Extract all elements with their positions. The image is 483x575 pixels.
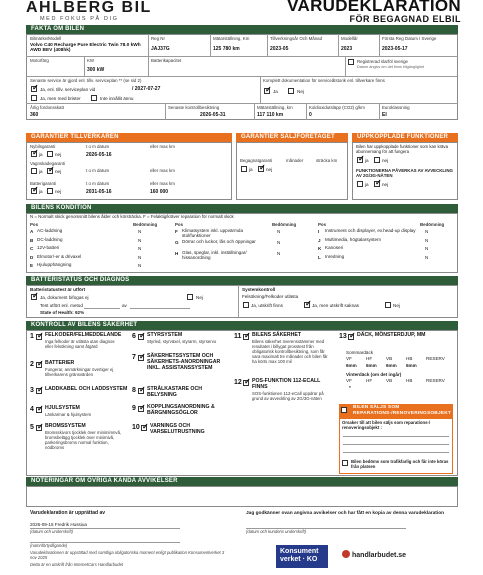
service-unknown-label: Inte innållit ännu bbox=[100, 96, 134, 101]
sys-nej-label: Nej bbox=[393, 303, 400, 308]
tyre-vinter-col-VF: VF bbox=[346, 378, 352, 383]
sys-ja-men-label: Ja, men utskrift saknas bbox=[312, 303, 359, 308]
kontroll-checkbox-11[interactable] bbox=[243, 334, 249, 340]
sign-left-sub2: (namnförtydligande) bbox=[30, 543, 68, 548]
service-yes-label: Ja, enl. tillv. serviceplan vid bbox=[40, 87, 96, 92]
kontroll-checkbox-8[interactable] bbox=[138, 388, 144, 394]
kontroll-checkbox-1[interactable] bbox=[36, 334, 42, 340]
kontroll-num-9: 9 bbox=[132, 405, 136, 412]
value-year-month: 2023-05 bbox=[270, 46, 289, 52]
col1-bed-header: Bedömning bbox=[133, 222, 158, 227]
label-odo: Mätarställning, Km bbox=[213, 36, 250, 41]
col1-pos-header: Pos bbox=[30, 222, 39, 227]
orsaker-line2: renoveringsobjekt : bbox=[342, 425, 382, 430]
nybil-ja-checkbox[interactable] bbox=[31, 151, 37, 157]
kond-val-G: N bbox=[277, 240, 281, 245]
kond-pos-D: D bbox=[30, 254, 34, 260]
kontroll-num-3: 3 bbox=[30, 387, 34, 394]
kond-val-E: N bbox=[138, 263, 142, 268]
badge-line-2: verket · KO bbox=[280, 556, 318, 563]
upp-text: Bilen har uppkopplade funktioner som kan kräva abonnemang för att fungera bbox=[356, 144, 448, 154]
kontroll-num-8: 8 bbox=[132, 387, 136, 394]
kond-pos-I: I bbox=[318, 229, 320, 234]
doc-no-checkbox[interactable] bbox=[288, 88, 294, 94]
label-reg-sensor-sub: Datum angivs om det finns tillgänglighet bbox=[357, 65, 425, 69]
batteri-ja-checkbox[interactable] bbox=[31, 188, 37, 194]
kontroll-desc-4: Länkarmar & hjulsystem bbox=[45, 412, 92, 417]
section-noteringar-bar: NOTERINGAR OM ÖVRIGA KÄNDA AVVIKELSER bbox=[26, 477, 458, 486]
service-date: / 2027-07-27 bbox=[132, 86, 161, 92]
orsaker-line1: Orsaker till att bilen säljs som reparations-/ bbox=[342, 420, 431, 425]
kontroll-checkbox-13[interactable] bbox=[348, 334, 354, 340]
kond-val-F: N bbox=[277, 229, 281, 234]
reparationsobjekt-bar: BILEN SÄLJS SOM REPARATIONS-/RENOVERINGSOBJEKT bbox=[339, 404, 453, 418]
footnote-1: Varudeklarationen är upprättad med samtliga obligatoriska moment enligt publikation Konsumentverket 3 nov 2025 bbox=[30, 550, 225, 560]
value-euro: EI bbox=[382, 112, 387, 118]
batteri-nej-label: nej bbox=[55, 189, 62, 194]
kond-val-H: N bbox=[277, 251, 281, 256]
label-manader: månader bbox=[286, 158, 304, 163]
kontroll-num-5: 5 bbox=[30, 424, 34, 431]
beg-nej-label: nej bbox=[266, 167, 273, 172]
sign-right-sub: (datum och kundens underskrift) bbox=[246, 529, 307, 534]
label-stracka: sträcka km bbox=[316, 158, 338, 163]
kond-val-A: N bbox=[138, 229, 142, 234]
kond-label-L: Inredning bbox=[325, 253, 345, 259]
label-battery: Batterikapacitet bbox=[151, 58, 182, 63]
beg-ja-checkbox[interactable] bbox=[241, 166, 247, 172]
upp-nej-checkbox[interactable] bbox=[374, 157, 380, 163]
label-first-reg: Första Reg Datum I Sverige bbox=[382, 36, 437, 41]
section-kondition-bar: BILENS KONDITION bbox=[26, 204, 458, 213]
doc-no-label: Nej bbox=[297, 89, 304, 94]
footnote-2: Detta är en utskrift från InternetCars Handlarbudet bbox=[30, 562, 124, 567]
tyre-sommar-label: Sommardäck bbox=[346, 350, 374, 355]
kontroll-checkbox-9[interactable] bbox=[138, 406, 144, 412]
label-check-odo: Mätarställning, km bbox=[257, 105, 293, 110]
kond-label-J: Multimedia, högtalarsystem bbox=[325, 236, 381, 242]
value-batteri-km: 160 000 bbox=[150, 189, 169, 195]
value-model-year: 2023 bbox=[341, 46, 353, 52]
section-kontroll-bar: KONTROLL AV BILENS SÄKERHET bbox=[26, 321, 458, 330]
sys-ja-men-checkbox[interactable] bbox=[304, 302, 310, 308]
kond-label-I: Instrument och displayer, ev.head-up display bbox=[325, 228, 416, 233]
kond-pos-C: C bbox=[30, 246, 34, 251]
kontroll-title-12: POS-FUNKTION 112-ECALL FINNS bbox=[252, 378, 321, 390]
kontroll-desc-11: Bilens säkerhet överensstämmer med resultatet i billygat prosstest från obligatorisk kontrollbesiktning, som får vara maximalt tre månader och bilen får ha körts max 100 mil bbox=[252, 339, 328, 364]
value-co2: 0 bbox=[309, 112, 312, 118]
tyre-vinter-label: Vinterdäck (om det ingår) bbox=[346, 372, 402, 377]
section-garanti-saljforetag-bar: GARANTIER SÄLJFÖRETAGET bbox=[236, 133, 348, 142]
kond-label-F: Klimatsystem inkl. uppvärmda stol/funktioner bbox=[182, 228, 244, 238]
document-title bbox=[287, 0, 461, 24]
kond-label-E: Hjulupphängning bbox=[37, 262, 72, 267]
nybil-nej-checkbox[interactable] bbox=[47, 151, 53, 157]
upp-nej-label: nej bbox=[382, 158, 389, 163]
konsumentverket-logo bbox=[276, 545, 328, 568]
reg-sensor-checkbox[interactable] bbox=[348, 59, 354, 65]
label-vagn-max: eller max km bbox=[150, 168, 175, 173]
kontroll-checkbox-7[interactable] bbox=[138, 355, 144, 361]
batteri-av: av bbox=[122, 303, 127, 308]
kontroll-title-7: SÄKERHETSSYSTEM OCH SÄKERHETS-ANORDNINGAR INKL. ASSISTANSSYSTEM bbox=[147, 353, 221, 371]
value-last-check-date: 2026-05-31 bbox=[200, 112, 226, 118]
batteri-ja-dokument-checkbox[interactable] bbox=[31, 294, 37, 300]
label-batteri-garanti: Batterigaranti bbox=[30, 181, 57, 186]
funk-ja-label: ja bbox=[365, 182, 369, 187]
label-reg-sensor: Registrerad slarföl sverige bbox=[357, 59, 409, 64]
logo-tagline: MED FOKUS PÅ DIG bbox=[40, 16, 119, 22]
sign-left-value: 2026-09-15 Fredrik Hussiua bbox=[30, 522, 87, 527]
kond-pos-F: F bbox=[175, 229, 178, 234]
kontroll-num-6: 6 bbox=[132, 333, 136, 340]
kontroll-num-1: 1 bbox=[30, 333, 34, 340]
tyre-sommar-col-VB: VB bbox=[386, 356, 393, 361]
funk-text: FUNKTIONERNA PÅVERKAS AV AVVECKLING AV 2G/3G-NÄTEN bbox=[356, 168, 453, 179]
tyre-vinter-col-HB: HB bbox=[406, 378, 413, 383]
section-garanti-tillverkare-bar: GARANTIER TILLVERKAREN bbox=[26, 133, 232, 142]
kontroll-title-8: STRÅLKASTARE OCH BELYSNING bbox=[147, 386, 202, 398]
noteringar-box[interactable] bbox=[26, 486, 458, 507]
tyre-sommar-col-HF: HF bbox=[366, 356, 373, 361]
kontroll-checkbox-2[interactable] bbox=[36, 362, 42, 368]
value-first-reg: 2023-05-17 bbox=[382, 46, 408, 52]
kond-label-A: AC-laddning bbox=[37, 228, 63, 233]
kond-val-D: N bbox=[138, 254, 142, 260]
label-nybil: Nybilsgaranti bbox=[30, 144, 56, 149]
label-year-month: Tillverkningsår Och Månad bbox=[270, 36, 323, 41]
title-main: VARUDEKLARATION bbox=[287, 0, 461, 15]
kontroll-checkbox-4[interactable] bbox=[36, 407, 42, 413]
tyre-sommar-val-3: 6mm bbox=[406, 363, 417, 368]
vagn-nej-label: nej bbox=[55, 169, 62, 174]
funk-nej-label: nej bbox=[382, 182, 389, 187]
sys-ja-checkbox[interactable] bbox=[243, 302, 249, 308]
label-vagn: Vagnskadegaranti bbox=[30, 161, 66, 166]
label-euro: Euroklassning bbox=[382, 105, 410, 110]
value-nybil-date: 2026-05-16 bbox=[86, 152, 112, 158]
batteri-nej-label-2: Nej bbox=[196, 295, 203, 300]
handlarbudet-text: handlarbudet.se bbox=[352, 552, 407, 559]
kond-pos-K: K bbox=[318, 246, 322, 251]
trafikfarlig-label: Bilen bedöms som trafikfarlig och får inte köras från platsen bbox=[351, 459, 449, 470]
batteri-ja-dokument-label: Ja, dokument bifogas ej bbox=[40, 295, 89, 300]
kond-label-G: Dörrar och luckor, lås och öppningar bbox=[182, 239, 256, 244]
kontroll-title-13: DÄCK, MÖNSTERDJUP, MM bbox=[357, 332, 426, 338]
kontroll-title-5: BROMSSYSTEM bbox=[45, 423, 86, 429]
sign-left-title: Varudeklaration är upprättad av bbox=[30, 510, 106, 516]
vagn-nej-checkbox[interactable] bbox=[47, 168, 53, 174]
kond-pos-B: B bbox=[30, 237, 34, 243]
tyre-sommar-val-2: 6mm bbox=[386, 363, 397, 368]
value-kw: 300 kW bbox=[87, 67, 105, 73]
service-yes-checkbox[interactable] bbox=[31, 86, 37, 92]
sign-right-title: Jag godkänner ovan angivna avvikelser och har fått en kopia av denna varudeklaration bbox=[246, 511, 445, 516]
label-annual-tax: Årlig fordonsskatt bbox=[30, 105, 64, 110]
label-documentation: Komplett dokumentation för serviceåtstorik enl. tillverkare finns bbox=[263, 78, 385, 83]
tyre-sommar-val-1: 6mm bbox=[366, 363, 377, 368]
value-annual-tax: 360 bbox=[30, 112, 39, 118]
section-batteri-bar: BATTERISTATUS OCH DIAGNOS bbox=[26, 276, 458, 285]
kond-val-L: N bbox=[425, 254, 429, 260]
kontroll-num-10: 10 bbox=[132, 424, 140, 431]
sign-left-sub: (datum och underskrift) bbox=[30, 529, 74, 534]
label-kw: KW bbox=[87, 58, 95, 63]
label-batteri-tom: t o m datum bbox=[86, 181, 110, 186]
kontroll-num-13: 13 bbox=[339, 333, 347, 340]
kontroll-num-2: 2 bbox=[30, 361, 34, 368]
col2-pos-header: Pos bbox=[175, 222, 184, 227]
kontroll-num-7: 7 bbox=[132, 354, 136, 361]
label-batteri-max: eller max km bbox=[150, 181, 175, 186]
kond-label-B: DC-laddning bbox=[37, 236, 63, 242]
label-co2: Koldioxidutsläpp (CO2) g/km bbox=[309, 105, 365, 110]
kond-val-C: N bbox=[138, 246, 142, 251]
service-brister-label: Ja, men med brister bbox=[40, 96, 81, 101]
funk-nej-checkbox[interactable] bbox=[374, 181, 380, 187]
tyre-sommar-col-VF: VF bbox=[346, 356, 352, 361]
kontroll-checkbox-3[interactable] bbox=[36, 388, 42, 394]
logo-text: AHLBERG BIL bbox=[26, 0, 152, 16]
value-check-odo: 117 110 km bbox=[257, 112, 284, 118]
brand-logo bbox=[26, 0, 166, 24]
kond-val-J: N bbox=[425, 237, 429, 243]
kontroll-num-12: 12 bbox=[234, 379, 242, 386]
kontroll-title-11: BILENS SÄKERHET bbox=[252, 332, 301, 338]
tyre-sommar-col-RESERV: RESERV bbox=[426, 356, 445, 361]
nybil-nej-label: nej bbox=[55, 152, 62, 157]
label-last-check: Senaste kontrollbesiktning bbox=[168, 105, 220, 110]
value-reg: JAJ37G bbox=[151, 46, 170, 52]
kontroll-desc-5: Bromsskivors tjocklek över minimimnvå, bromsbelägg tjocklek över minimivå, parkeringsbroms normal funktion, nödbroms bbox=[45, 430, 122, 450]
batteri-soh: State of Health: 92% bbox=[40, 310, 85, 315]
label-model: Bilmärke/Modell bbox=[30, 36, 62, 41]
value-odo: 125 780 km bbox=[213, 46, 240, 52]
kontroll-title-3: LADDKABEL OCH LADDSYSTEM bbox=[45, 386, 128, 392]
section-fakta-bar: FAKTA OM BILEN bbox=[26, 25, 458, 34]
upp-ja-label: ja bbox=[365, 158, 369, 163]
sys-nej-checkbox[interactable] bbox=[385, 302, 391, 308]
kontroll-title-9: KOPPLINGSANORDNING & BÄRGNINGSÖGLOR bbox=[147, 404, 215, 416]
kond-pos-G: G bbox=[175, 240, 179, 245]
kontroll-desc-6: Styrled, styrväxel, styrarm, styrservo bbox=[147, 339, 217, 344]
label-nybil-max: eller max km bbox=[150, 144, 175, 149]
label-service: Senaste service är gjord enl. tillv. serviceplan ** (se sid 2) bbox=[30, 78, 142, 83]
label-beg-garanti: Begagnatgaranti bbox=[240, 158, 273, 163]
kontroll-title-6: STYRSYSTEM bbox=[147, 332, 183, 338]
sys-label: Systemkontroll bbox=[242, 287, 276, 292]
trafikfarlig-checkbox[interactable] bbox=[342, 460, 348, 466]
label-model-year: Modellår bbox=[341, 36, 358, 41]
kond-pos-E: E bbox=[30, 263, 34, 268]
funk-ja-checkbox[interactable] bbox=[357, 181, 363, 187]
kond-pos-H: H bbox=[175, 251, 179, 256]
kontroll-checkbox-10[interactable] bbox=[141, 425, 147, 431]
tyre-vinter-col-RESERV: RESERV bbox=[426, 378, 445, 383]
kond-val-I: N bbox=[425, 229, 429, 234]
kontroll-num-11: 11 bbox=[234, 333, 242, 340]
section-uppkopplade-bar: UPPKOPPLADE FUNKTIONER bbox=[352, 133, 458, 142]
value-model: Volvo C40 Recharge Pure Electric Twin 78.0 kWh AWD BEV (408hk) bbox=[30, 43, 141, 54]
handlarbudet-icon bbox=[342, 550, 350, 558]
kontroll-title-4: HJULSYSTEM bbox=[45, 405, 80, 411]
kond-val-B: N bbox=[138, 237, 142, 243]
kond-val-K: N bbox=[425, 246, 429, 251]
beg-nej-checkbox[interactable] bbox=[258, 166, 264, 172]
batteri-nej-checkbox[interactable] bbox=[47, 188, 53, 194]
kond-pos-A: A bbox=[30, 229, 34, 234]
tyre-sommar-col-HB: HB bbox=[406, 356, 413, 361]
sys-ja-label: Ja, utskrift finns bbox=[251, 303, 283, 308]
beg-ja-label: ja bbox=[249, 167, 253, 172]
kontroll-desc-12: SOS-funktionen 112-eCall uppdrar på grund av avveckling av 2G/3G-näten bbox=[252, 391, 324, 401]
col2-bed-header: Bedömning bbox=[272, 222, 297, 227]
label-motor: Motorfärg bbox=[30, 58, 49, 63]
batteri-nej-checkbox-2[interactable] bbox=[187, 294, 193, 300]
kontroll-title-2: BATTERIER bbox=[45, 360, 75, 366]
service-unknown-checkbox[interactable] bbox=[91, 95, 97, 101]
badge-line-1: Konsument bbox=[280, 548, 319, 555]
vagn-ja-checkbox[interactable] bbox=[31, 168, 37, 174]
kontroll-checkbox-5[interactable] bbox=[36, 425, 42, 431]
kond-pos-J: J bbox=[318, 237, 321, 243]
kond-label-C: 12V-batteri bbox=[37, 245, 60, 250]
kontroll-title-10: VARNINGS OCH VARSELUTRUSTNING bbox=[150, 423, 205, 435]
kond-label-D: Elmotor/-er & drivaxel bbox=[37, 253, 82, 259]
batteri-metod: Test utfört enl. metod bbox=[40, 303, 83, 308]
upp-ja-checkbox[interactable] bbox=[357, 157, 363, 163]
label-reg: Reg Nr bbox=[151, 36, 165, 41]
label-nybil-tom: t o m datum bbox=[86, 144, 110, 149]
title-sub: FÖR BEGAGNAD ELBIL bbox=[349, 14, 461, 24]
kontroll-title-1: FELKODER/FELMEDDELANDE bbox=[45, 332, 122, 338]
kontroll-num-4: 4 bbox=[30, 406, 34, 413]
tyre-vinter-col-HF: HF bbox=[366, 378, 373, 383]
kond-pos-L: L bbox=[318, 254, 321, 260]
vagn-ja-label: ja bbox=[39, 169, 43, 174]
kond-label-H: Glas, speglar, inkl. inställningar/ hissanordning bbox=[182, 250, 247, 260]
nybil-ja-label: ja bbox=[39, 152, 43, 157]
col3-bed-header: Bedömning bbox=[420, 222, 445, 227]
col3-pos-header: Pos bbox=[318, 222, 327, 227]
kondition-legend: N = Normalt skick genomsnitt bilens ålder och körsträcka. F = Felaktig/kräver reparation för normalt skick bbox=[30, 214, 234, 219]
sys-sub: Felsökning/Felkoder utlästa bbox=[242, 294, 299, 299]
batteri-ja-label: ja bbox=[39, 189, 43, 194]
kontroll-checkbox-12[interactable] bbox=[243, 380, 249, 386]
label-vagn-tom: t o m datum bbox=[86, 168, 110, 173]
kontroll-checkbox-6[interactable] bbox=[138, 334, 144, 340]
handlarbudet-logo bbox=[342, 550, 406, 559]
doc-yes-checkbox[interactable] bbox=[264, 88, 270, 94]
kontroll-desc-2: Fungerar, anmärkningar övertiger ej tillverkarens gränsvärden bbox=[45, 367, 114, 377]
tyre-vinter-na: * bbox=[349, 385, 351, 390]
tyre-vinter-col-VB: VB bbox=[386, 378, 393, 383]
service-brister-checkbox[interactable] bbox=[31, 95, 37, 101]
reparationsobjekt-checkbox[interactable] bbox=[341, 407, 347, 413]
batteri-utfort: Batteristatustest är utfört bbox=[30, 287, 86, 292]
kond-label-K: Kanoseri bbox=[325, 245, 344, 250]
value-batteri-date: 2031-05-16 bbox=[86, 189, 112, 195]
tyre-sommar-val-0: 6mm bbox=[346, 363, 357, 368]
doc-yes-label: Ja bbox=[273, 89, 278, 94]
kontroll-desc-1: Inga felkoder är utlästa utan diagnos eller felsökning samt åtgärd bbox=[45, 339, 115, 349]
